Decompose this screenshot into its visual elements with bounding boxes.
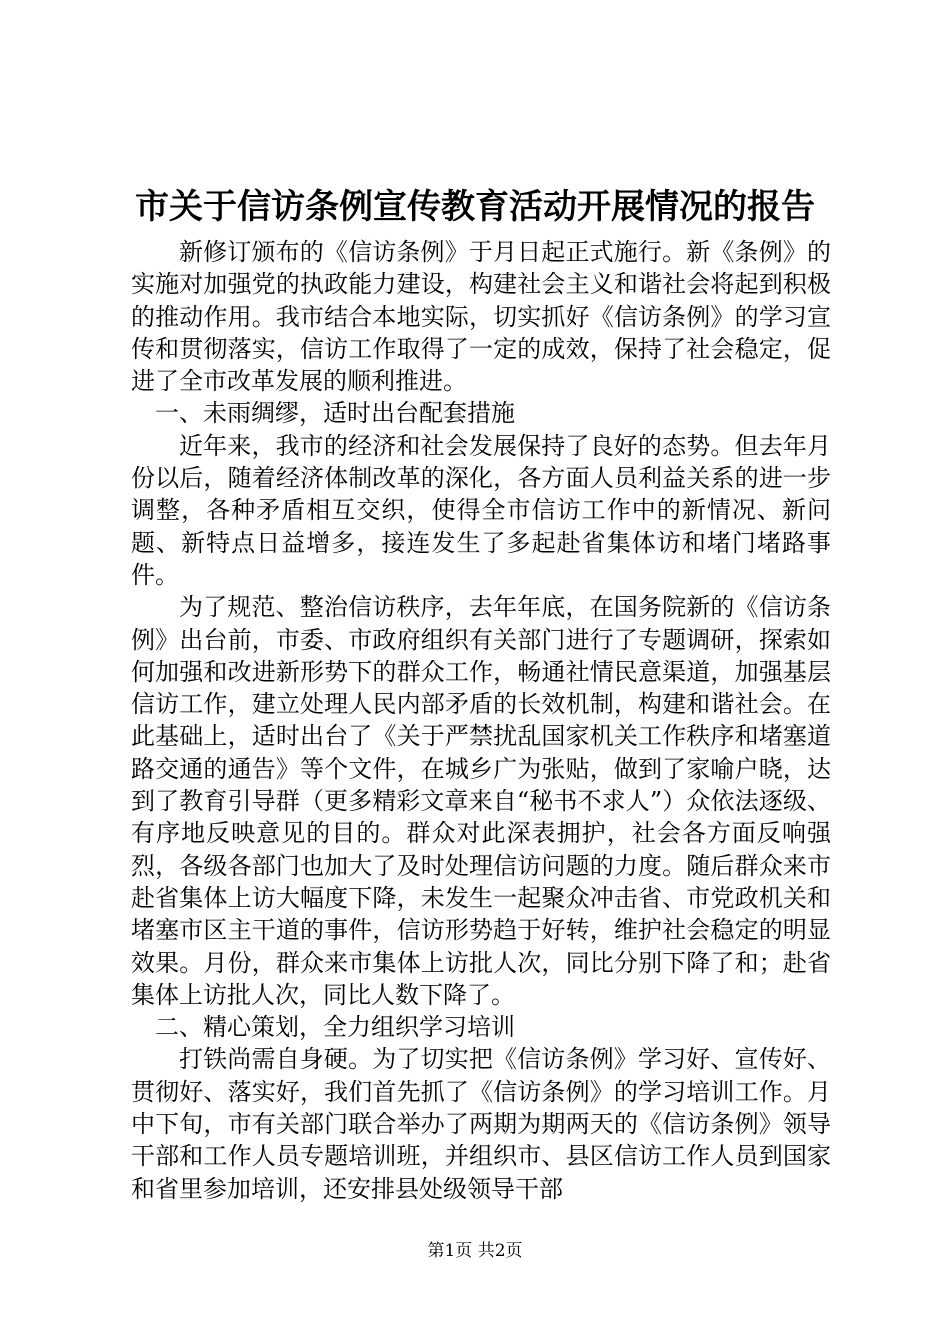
document-title: 市关于信访条例宣传教育活动开展情况的报告 [135, 187, 815, 227]
body-paragraph: 新修订颁布的《信访条例》于月日起正式施行。新《条例》的实施对加强党的执政能力建设，构建社会主义和谐社会将起到积极的推动作用。我市结合本地实际，切实抓好《信访条例》的学习宣传和贯彻落实，信访工作取得了一定的成效，保持了社会稳定，促进了全市改革发展的顺利推进。 [131, 238, 831, 396]
page-footer: 第1页 共2页 [427, 1241, 523, 1261]
body-paragraph: 近年来，我市的经济和社会发展保持了良好的态势。但去年月份以后，随着经济体制改革的深化，各方面人员利益关系的进一步调整，各种矛盾相互交织，使得全市信访工作中的新情况、新问题、新特点日益增多，接连发生了多起赴省集体访和堵门堵路事件。 [131, 431, 831, 589]
body-paragraph: 打铁尚需自身硬。为了切实把《信访条例》学习好、宣传好、贯彻好、落实好，我们首先抓了《信访条例》的学习培训工作。月中下旬，市有关部门联合举办了两期为期两天的《信访条例》领导干部和工作人员专题培训班，并组织市、县区信访工作人员到国家和省里参加培训，还安排县处级领导干部 [131, 1045, 831, 1203]
section-heading: 二、精心策划，全力组织学习培训 [155, 1013, 515, 1042]
body-paragraph: 为了规范、整治信访秩序，去年年底，在国务院新的《信访条例》出台前，市委、市政府组织有关部门进行了专题调研，探索如何加强和改进新形势下的群众工作，畅通社情民意渠道，加强基层信访工作，建立处理人民内部矛盾的长效机制，构建和谐社会。在此基础上，适时出台了《关于严禁扰乱国家机关工作秩序和堵塞道路交通的通告》等个文件，在城乡广为张贴，做到了家喻户晓，达到了教育引导群（更多精彩文章来自“秘书不求人”）众依法逐级、有序地反映意见的目的。群众对此深表拥护，社会各方面反响强烈，各级各部门也加大了及时处理信访问题的力度。随后群众来市赴省集体上访大幅度下降，未发生一起聚众冲击省、市党政机关和堵塞市区主干道的事件，信访形势趋于好转，维护社会稳定的明显效果。月份，群众来市集体上访批人次，同比分别下降了和；赴省集体上访批人次，同比人数下降了。 [131, 593, 831, 1009]
document-body [131, 236, 831, 1205]
section-heading: 一、未雨绸缪，适时出台配套措施 [155, 399, 515, 428]
